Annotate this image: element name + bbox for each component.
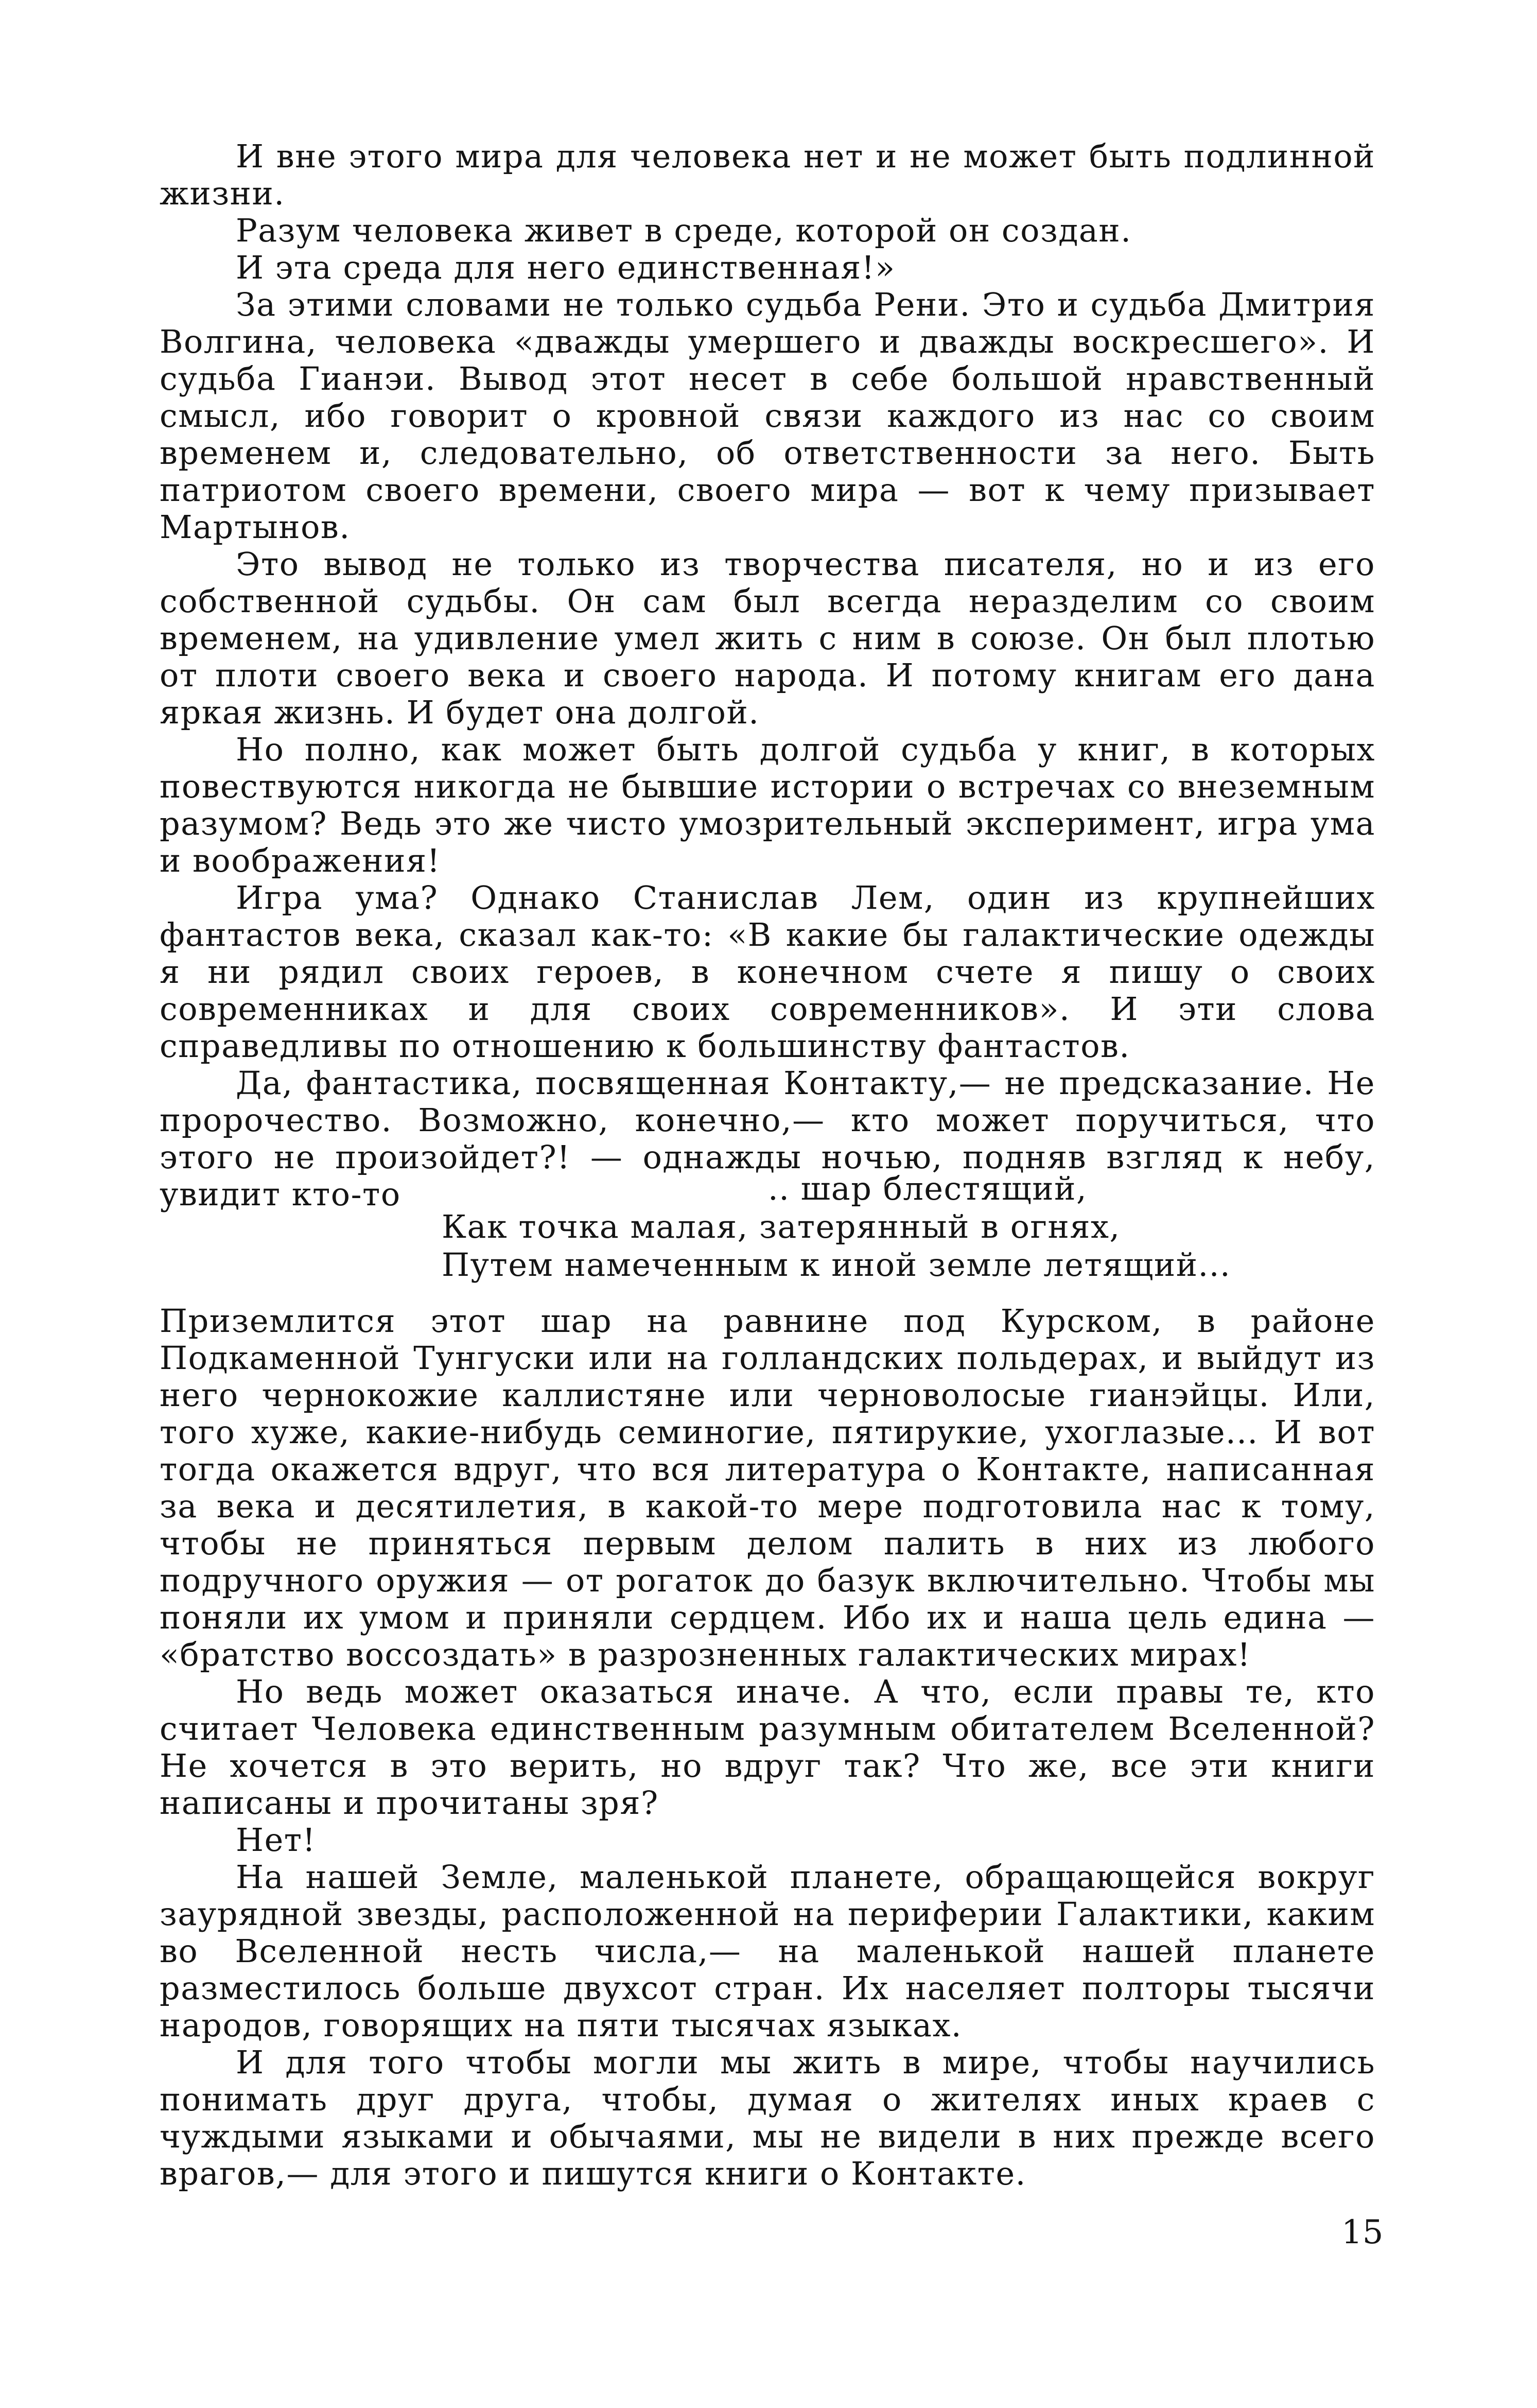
text-block-bottom — [160, 1303, 1375, 2192]
poem-line: Путем намеченным к иной земле летящий... — [442, 1246, 1231, 1284]
poem-line: .. шар блестящий, — [768, 1170, 1088, 1207]
paragraph: Это вывод не только из творчества писателя, но и из его собственной судьбы. Он сам был всегда неразделим со своим временем, на удивление умел жить с ним в союзе. Он был плотью от плоти своего века и своего народа. И потому книгам его дана яркая жизнь. И будет она долгой. — [160, 545, 1375, 731]
text-block-top — [160, 138, 1375, 1213]
paragraph: И для того чтобы могли мы жить в мире, чтобы научились понимать друг друга, чтобы, думая о жителях иных краев с чуждыми языками и обычаями, мы не видели в них прежде всего врагов,— для этого и пишутся книги о Контакте. — [160, 2043, 1375, 2192]
paragraph: Но полно, как может быть долгой судьба у книг, в которых повествуются никогда не бывшие истории о встречах со внеземным разумом? Ведь это же чисто умозрительный эксперимент, игра ума и воображения! — [160, 731, 1375, 879]
paragraph: Разум человека живет в среде, которой он создан. — [236, 212, 1132, 249]
paragraph: На нашей Земле, маленькой планете, обращающейся вокруг заурядной звезды, расположенной на периферии Галактики, каким во Вселенной несть числа,— на маленькой нашей планете разместилось больше двухсот стран. Их населяет полторы тысячи народов, говорящих на пяти тысячах языках. — [160, 1858, 1375, 2044]
page-number: 15 — [1341, 2213, 1384, 2251]
paragraph: И вне этого мира для человека нет и не может быть подлинной жизни. — [160, 137, 1375, 212]
paragraph: Приземлится этот шар на равнине под Курском, в районе Подкаменной Тунгуски или на голландских польдерах, и выйдут из него чернокожие каллистяне или черноволосые гианэйцы. Или, того хуже, какие-нибудь семиногие, пятирукие, ухоглазые... И вот тогда окажется вдруг, что вся литература о Контакте, написанная за века и десятилетия, в какой-то мере подготовила нас к тому, чтобы не приняться первым делом палить в них из любого подручного оружия — от рогаток до базук включительно. Чтобы мы поняли их умом и приняли сердцем. Ибо их и наша цель едина — «братство воссоздать» в разрозненных галактических мирах! — [160, 1302, 1375, 1673]
paragraph: И эта среда для него единственная!» — [236, 249, 896, 286]
paragraph: Да, фантастика, посвященная Контакту,— не предсказание. Не пророчество. Возможно, конечно,— кто может поручиться, что этого не произойдет?! — однажды ночью, подняв взгляд к небу, увидит кто-то — [160, 1064, 1375, 1213]
paragraph: За этими словами не только судьба Рени. Это и судьба Дмитрия Волгина, человека «дважды умершего и дважды воскресшего». И судьба Гианэи. Вывод этот несет в себе большой нравственный смысл, ибо говорит о кровной связи каждого из нас со своим временем и, следовательно, об ответственности за него. Быть патриотом своего времени, своего мира — вот к чему призывает Мартынов. — [160, 286, 1375, 546]
paragraph: Нет! — [236, 1821, 316, 1859]
paragraph: Но ведь может оказаться иначе. А что, если правы те, кто считает Человека единственным разумным обитателем Вселенной? Не хочется в это верить, но вдруг так? Что же, все эти книги написаны и прочитаны зря? — [160, 1673, 1375, 1822]
poem-line: Как точка малая, затерянный в огнях, — [442, 1208, 1121, 1245]
poem-quote — [0, 1170, 1537, 1284]
paragraph: Игра ума? Однако Станислав Лем, один из крупнейших фантастов века, сказал как-то: «В какие бы галактические одежды я ни рядил своих героев, в конечном счете я пишу о своих современниках и для своих современников». И эти слова справедливы по отношению к большинству фантастов. — [160, 879, 1375, 1065]
